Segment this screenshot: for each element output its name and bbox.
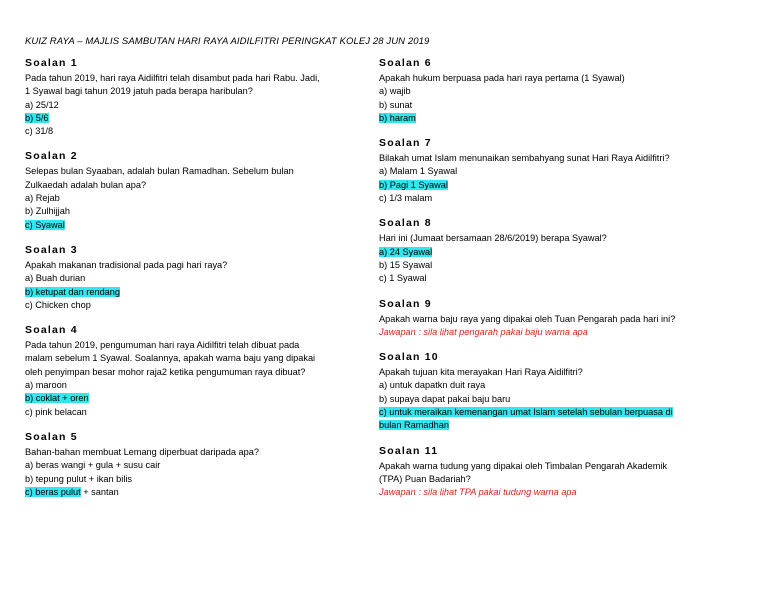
question-heading: Soalan 4	[25, 324, 78, 337]
line-text: a) 25/12	[25, 99, 59, 110]
question-line	[379, 232, 724, 245]
question-line	[379, 393, 724, 406]
question-line	[379, 246, 724, 259]
line-text: Apakah warna tudung yang dipakai oleh Timbalan Pengarah Akademik	[379, 460, 668, 471]
question-line	[379, 473, 724, 486]
highlighted-answer: b) coklat + oren	[25, 393, 89, 404]
highlighted-answer: b) haram	[379, 112, 416, 123]
line-text: Selepas bulan Syaaban, adalah bulan Ramadhan. Sebelum bulan	[25, 166, 294, 177]
question-line	[379, 419, 724, 432]
question-heading: Soalan 5	[25, 430, 78, 443]
highlighted-answer: bulan Ramadhan	[379, 420, 449, 431]
line-text: a) beras wangi + gula + susu cair	[25, 460, 161, 471]
question-block	[379, 137, 724, 205]
question-block	[25, 431, 370, 499]
question-line	[379, 152, 724, 165]
line-text: a) Rejab	[25, 193, 60, 204]
right-column	[379, 57, 724, 512]
question-line	[25, 299, 370, 312]
line-text: a) wajib	[379, 86, 411, 97]
line-text: a) Malam 1 Syawal	[379, 166, 458, 177]
question-line	[25, 112, 370, 125]
line-text: Bilakah umat Islam menunaikan sembahyang sunat Hari Raya Aidilfitri?	[379, 153, 670, 164]
question-line	[379, 460, 724, 473]
question-heading: Soalan 8	[379, 217, 432, 230]
line-text: Pada tahun 2019, hari raya Aidilfitri telah disambut pada hari Rabu. Jadi,	[25, 73, 320, 83]
question-line	[379, 192, 724, 205]
question-line	[25, 392, 370, 405]
question-line	[25, 85, 370, 98]
question-line	[379, 259, 724, 272]
question-line	[25, 219, 370, 232]
question-line	[25, 406, 370, 419]
line-text: Apakah warna baju raya yang dipakai oleh Tuan Pengarah pada hari ini?	[379, 313, 676, 324]
highlighted-answer: b) ketupat dan rendang	[25, 286, 121, 297]
question-line	[379, 326, 724, 339]
highlighted-answer: c) untuk meraikan kemenangan umat Islam setelah sebulan berpuasa di	[379, 407, 673, 418]
question-line	[25, 179, 370, 192]
question-block	[379, 57, 724, 125]
question-line	[379, 72, 724, 85]
question-line	[379, 379, 724, 392]
line-text: Bahan-bahan membuat Lemang diperbuat daripada apa?	[25, 446, 259, 457]
question-block	[379, 217, 724, 285]
line-text: b) Zulhijjah	[25, 206, 70, 217]
question-heading: Soalan 1	[25, 57, 78, 69]
highlighted-answer: a) 24 Syawal	[379, 246, 433, 257]
question-line	[25, 446, 370, 459]
question-heading: Soalan 2	[25, 150, 78, 163]
line-text: Apakah makanan tradisional pada pagi hari raya?	[25, 259, 228, 270]
line-text: c) 1 Syawal	[379, 273, 427, 284]
line-text: c) 31/8	[25, 126, 54, 137]
line-text: b) supaya dapat pakai baju baru	[379, 393, 511, 404]
line-text: Hari ini (Jumaat bersamaan 28/6/2019) berapa Syawal?	[379, 233, 607, 244]
line-text: 1 Syawal bagi tahun 2019 jatuh pada berapa haribulan?	[25, 86, 253, 97]
question-block	[25, 324, 370, 419]
question-line	[25, 125, 370, 138]
highlighted-answer: c) beras pulut	[25, 486, 81, 497]
line-text: Pada tahun 2019, pengumuman hari raya Aidilfitri telah dibuat pada	[25, 340, 300, 351]
question-line	[25, 165, 370, 178]
question-line	[379, 85, 724, 98]
answer-note: Jawapan : sila lihat TPA pakai tudung warna apa	[379, 487, 577, 498]
question-heading: Soalan 10	[379, 351, 439, 364]
question-heading: Soalan 3	[25, 243, 78, 256]
line-text: (TPA) Puan Badariah?	[379, 473, 471, 484]
line-text: b) sunat	[379, 99, 413, 110]
question-heading: Soalan 7	[379, 137, 432, 150]
line-text: a) Buah durian	[25, 273, 86, 284]
question-block	[25, 150, 370, 231]
line-text: a) maroon	[25, 380, 67, 391]
line-text: c) Chicken chop	[25, 299, 91, 310]
question-line	[25, 259, 370, 272]
page-title: KUIZ RAYA – MAJLIS SAMBUTAN HARI RAYA AIDILFITRI PERINGKAT KOLEJ 28 JUN 2019	[25, 36, 430, 47]
question-line	[25, 379, 370, 392]
question-line	[25, 486, 370, 499]
answer-note: Jawapan : sila lihat pengarah pakai baju warna apa	[379, 326, 588, 337]
question-line	[25, 366, 370, 379]
question-line	[25, 72, 370, 85]
question-line	[379, 272, 724, 285]
question-line	[25, 352, 370, 365]
highlighted-answer: b) 5/6	[25, 112, 49, 123]
question-line	[25, 459, 370, 472]
question-block	[379, 351, 724, 432]
left-column	[25, 57, 370, 511]
question-line	[25, 339, 370, 352]
line-text: c) pink belacan	[25, 406, 87, 417]
question-heading: Soalan 6	[379, 57, 432, 69]
question-line	[379, 486, 724, 499]
line-text: malam sebelum 1 Syawal. Soalannya, apakah warna baju yang dipakai	[25, 353, 316, 364]
question-line	[379, 406, 724, 419]
question-line	[25, 286, 370, 299]
line-text: b) tepung pulut + ikan bilis	[25, 473, 133, 484]
line-text: + santan	[80, 486, 119, 497]
question-line	[25, 473, 370, 486]
question-line	[379, 165, 724, 178]
question-heading: Soalan 11	[379, 444, 439, 457]
line-text: a) untuk dapatkn duit raya	[379, 380, 486, 391]
question-block	[379, 298, 724, 340]
highlighted-answer: b) Pagi 1 Syawal	[379, 179, 448, 190]
question-block	[25, 57, 370, 138]
question-line	[25, 205, 370, 218]
question-line	[25, 272, 370, 285]
line-text: c) 1/3 malam	[379, 193, 433, 204]
question-line	[379, 179, 724, 192]
question-line	[379, 99, 724, 112]
line-text: Apakah hukum berpuasa pada hari raya pertama (1 Syawal)	[379, 73, 625, 83]
question-block	[379, 445, 724, 500]
line-text: b) 15 Syawal	[379, 259, 433, 270]
question-line	[25, 192, 370, 205]
question-line	[25, 99, 370, 112]
line-text: Apakah tujuan kita merayakan Hari Raya Aidilfitri?	[379, 367, 583, 378]
highlighted-answer: c) Syawal	[25, 219, 65, 230]
line-text: oleh penyimpan besar mohor raja2 ketika pengumuman raya dibuat?	[25, 366, 306, 377]
question-line	[379, 313, 724, 326]
question-line	[379, 112, 724, 125]
question-heading: Soalan 9	[379, 297, 432, 310]
question-line	[379, 366, 724, 379]
question-block	[25, 244, 370, 312]
line-text: Zulkaedah adalah bulan apa?	[25, 179, 147, 190]
